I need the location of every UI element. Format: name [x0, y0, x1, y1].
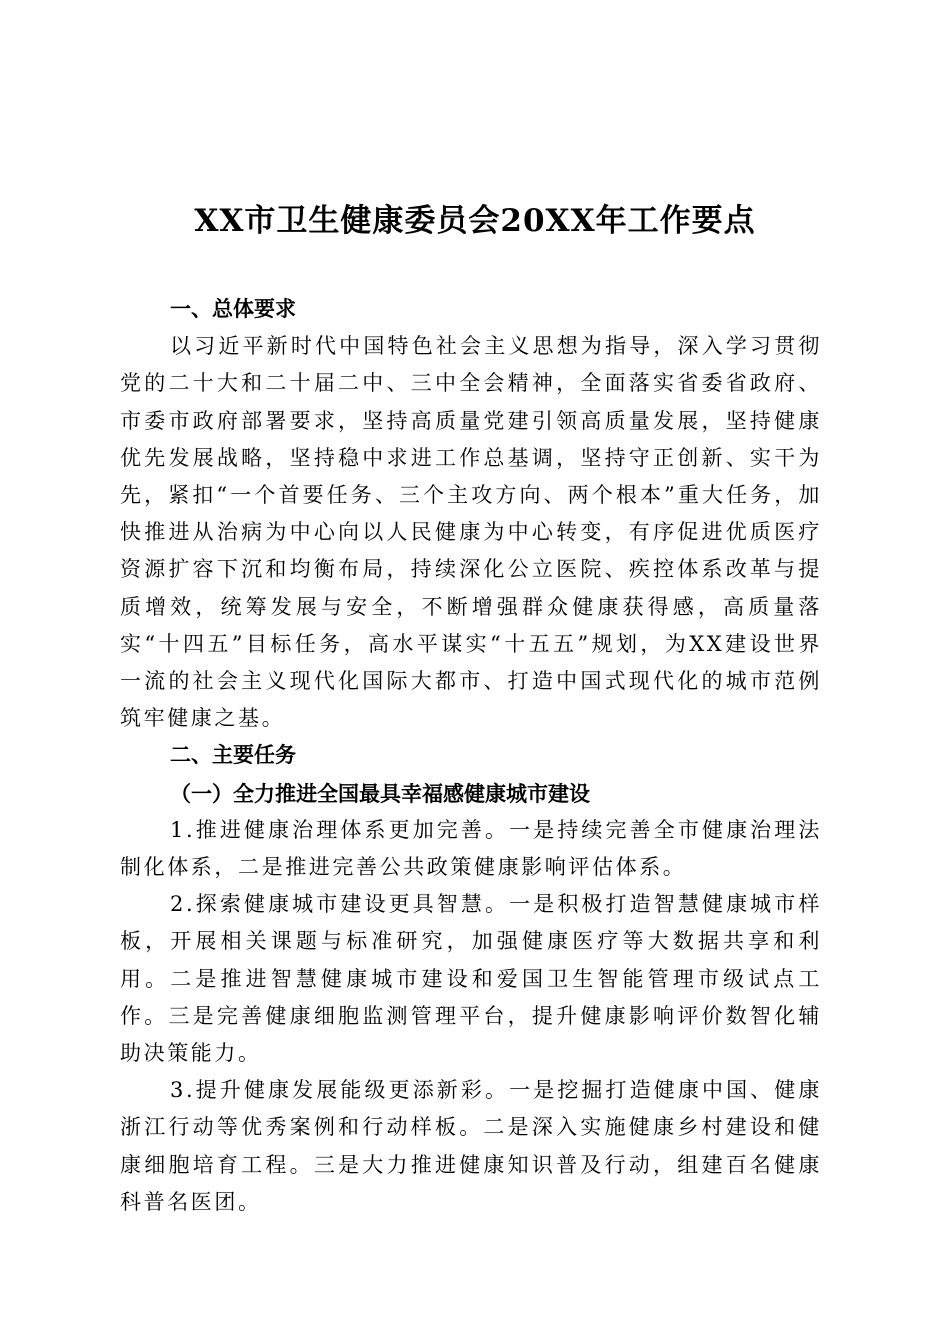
section-heading-main-tasks: 二、主要任务 [170, 743, 296, 768]
section-heading-overall-requirements: 一、总体要求 [170, 297, 296, 321]
paragraph-overall-requirements: 以习近平新时代中国特色社会主义思想为指导，深入学习贯彻党的二十大和二十届二中、三中全会精神，全面落实省委省政府、市委市政府部署要求，坚持高质量党建引领高质量发展，坚持健康优先发展战略，坚持稳中求进工作总基调，坚持守正创新、实干为先，紧扣“一个首要任务、三个主攻方向、两个根本”重大任务，加快推进从治病为中心向以人民健康为中心转变，有序促进优质医疗资源扩容下沉和均衡布局，持续深化公立医院、疾控体系改革与提质增效，统筹发展与安全，不断增强群众健康获得感，高质量落实“十四五”目标任务，高水平谋实“十五五”规划，为XX建设世界一流的社会主义现代化国际大都市、打造中国式现代化的城市范例筑牢健康之基。 [120, 334, 822, 731]
paragraph-item-1: 1.推进健康治理体系更加完善。一是持续完善全市健康治理法制化体系，二是推进完善公共政策健康影响评估体系。 [120, 817, 822, 880]
paragraph-item-2: 2.探索健康城市建设更具智慧。一是积极打造智慧健康城市样板，开展相关课题与标准研究，加强健康医疗等大数据共享和利用。二是推进智慧健康城市建设和爱国卫生智能管理市级试点工作。三是完善健康细胞监测管理平台，提升健康影响评价数智化辅助决策能力。 [120, 892, 822, 1066]
subsection-heading-healthy-city: （一）全力推进全国最具幸福感健康城市建设 [170, 780, 590, 806]
paragraph-item-3: 3.提升健康发展能级更添新彩。一是挖掘打造健康中国、健康浙江行动等优秀案例和行动样板。二是深入实施健康乡村建设和健康细胞培育工程。三是大力推进健康知识普及行动，组建百名健康科普名医团。 [120, 1078, 822, 1214]
document-title: XX市卫生健康委员会20XX年工作要点 [194, 203, 756, 239]
document-body [120, 291, 822, 1221]
